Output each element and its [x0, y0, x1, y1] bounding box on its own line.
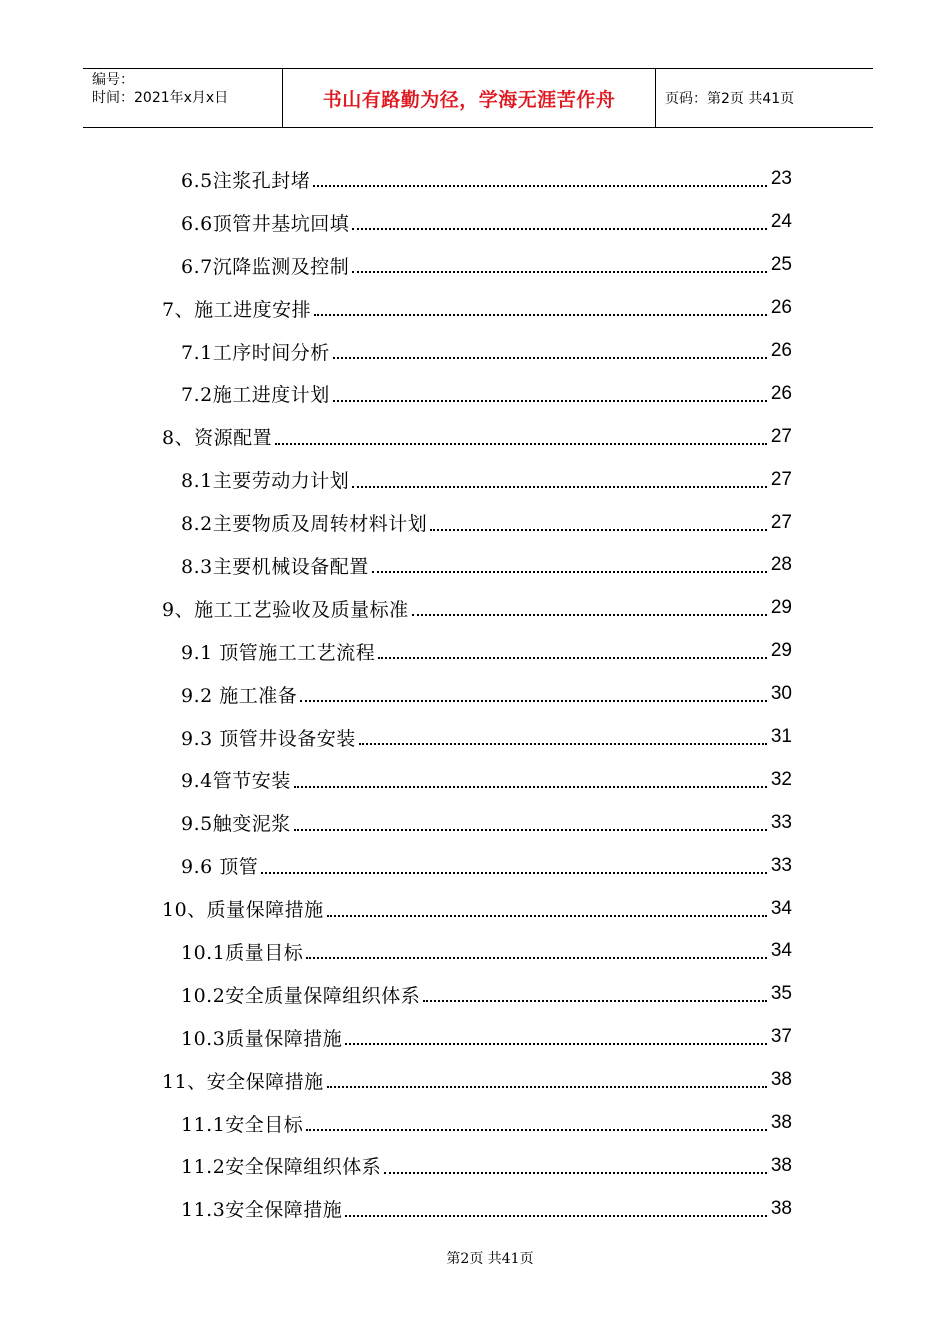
toc-entry-title: 11.2安全保障组织体系	[181, 1156, 382, 1179]
toc-entry-page: 26	[770, 340, 792, 361]
page-header	[83, 68, 873, 128]
toc-entry[interactable]	[0, 330, 950, 373]
toc-entry[interactable]	[0, 415, 950, 458]
toc-entry[interactable]	[0, 287, 950, 330]
toc-entry-title: 9.2 施工准备	[181, 684, 298, 707]
page-footer: 第2页 共41页	[446, 1251, 534, 1267]
toc-leader-dots	[412, 614, 767, 616]
toc-entry-page: 27	[770, 511, 792, 533]
toc-entry[interactable]	[0, 1016, 950, 1059]
header-motto: 书山有路勤为径，学海无涯苦作舟	[283, 69, 656, 127]
toc-entry-title: 6.7沉降监测及控制	[181, 255, 350, 278]
toc-leader-dots	[378, 657, 767, 659]
toc-leader-dots	[423, 1000, 767, 1002]
toc-leader-dots	[352, 271, 767, 273]
toc-entry[interactable]	[0, 201, 950, 244]
toc-entry-page: 34	[770, 897, 792, 919]
toc-entry-title: 8.3主要机械设备配置	[181, 555, 369, 578]
toc-entry[interactable]	[0, 801, 950, 844]
toc-entry-title: 9.6 顶管	[181, 856, 259, 879]
toc-entry-title: 10、质量保障措施	[162, 899, 324, 922]
header-meta	[83, 69, 283, 127]
header-time: 时间：2021年x月x日	[92, 90, 229, 106]
toc-entry[interactable]	[0, 501, 950, 544]
toc-entry[interactable]	[0, 716, 950, 759]
header-page-info: 页码：第2页 共41页	[665, 91, 795, 107]
toc-entry-title: 9、施工工艺验收及质量标准	[162, 598, 409, 621]
toc-entry-page: 32	[770, 768, 792, 790]
toc-entry-title: 10.1质量目标	[181, 941, 304, 964]
toc-entry-title: 7、施工进度安排	[162, 298, 312, 321]
toc-entry[interactable]	[0, 1144, 950, 1187]
toc-entry-title: 9.5触变泥浆	[181, 813, 291, 836]
toc-leader-dots	[314, 314, 767, 316]
toc-leader-dots	[352, 486, 767, 488]
table-of-contents	[0, 158, 950, 1230]
toc-leader-dots	[327, 1086, 767, 1088]
toc-entry-page: 30	[770, 683, 792, 705]
toc-entry[interactable]	[0, 844, 950, 887]
toc-entry[interactable]	[0, 244, 950, 287]
toc-entry[interactable]	[0, 1187, 950, 1230]
toc-leader-dots	[313, 185, 767, 187]
toc-entry-page: 38	[770, 1069, 792, 1091]
toc-leader-dots	[372, 571, 767, 573]
toc-entry-title: 9.1 顶管施工工艺流程	[181, 641, 376, 664]
toc-leader-dots	[333, 357, 767, 359]
toc-leader-dots	[384, 1172, 767, 1174]
header-number: 编号：	[92, 72, 134, 88]
toc-entry-title: 9.3 顶管井设备安装	[181, 727, 356, 750]
toc-entry-title: 7.1工序时间分析	[181, 341, 330, 364]
toc-entry-page: 29	[770, 597, 792, 619]
toc-entry-page: 38	[770, 1112, 792, 1134]
toc-entry[interactable]	[0, 930, 950, 973]
toc-entry[interactable]	[0, 587, 950, 630]
toc-entry-page: 27	[770, 425, 792, 447]
toc-leader-dots	[261, 872, 767, 874]
toc-entry-title: 9.4管节安装	[181, 770, 291, 793]
toc-leader-dots	[345, 1043, 767, 1045]
toc-entry-page: 38	[770, 1197, 792, 1219]
toc-entry-title: 7.2施工进度计划	[181, 384, 330, 407]
toc-entry-page: 33	[770, 811, 792, 833]
toc-leader-dots	[294, 829, 767, 831]
toc-leader-dots	[306, 1129, 767, 1131]
toc-leader-dots	[352, 228, 767, 230]
toc-leader-dots	[294, 786, 767, 788]
toc-entry-page: 26	[770, 297, 792, 319]
toc-entry-page: 37	[770, 1026, 792, 1048]
toc-leader-dots	[345, 1215, 767, 1217]
toc-entry[interactable]	[0, 630, 950, 673]
toc-entry-title: 10.3质量保障措施	[181, 1027, 343, 1050]
toc-entry-page: 31	[770, 726, 792, 748]
toc-leader-dots	[430, 529, 767, 531]
toc-leader-dots	[333, 400, 767, 402]
toc-entry[interactable]	[0, 887, 950, 930]
toc-entry-title: 8.1主要劳动力计划	[181, 470, 350, 493]
toc-entry-page: 23	[770, 168, 792, 190]
toc-entry-page: 27	[770, 468, 792, 490]
toc-entry-page: 28	[770, 554, 792, 576]
toc-entry[interactable]	[0, 673, 950, 716]
toc-leader-dots	[275, 443, 767, 445]
toc-entry-page: 34	[770, 940, 792, 962]
toc-entry[interactable]	[0, 973, 950, 1016]
toc-entry-title: 8、资源配置	[162, 427, 273, 450]
toc-entry-page: 38	[770, 1154, 792, 1176]
toc-entry[interactable]	[0, 544, 950, 587]
toc-entry[interactable]	[0, 758, 950, 801]
toc-entry[interactable]	[0, 458, 950, 501]
toc-entry-title: 11、安全保障措施	[162, 1070, 324, 1093]
toc-entry[interactable]	[0, 1059, 950, 1102]
toc-entry-page: 24	[770, 211, 792, 233]
toc-leader-dots	[306, 957, 767, 959]
toc-entry-title: 6.6顶管井基坑回填	[181, 212, 350, 235]
toc-entry-page: 33	[770, 854, 792, 876]
toc-entry-page: 35	[770, 983, 792, 1005]
toc-entry-title: 6.5注浆孔封堵	[181, 169, 311, 192]
toc-entry-title: 10.2安全质量保障组织体系	[181, 984, 421, 1007]
toc-entry-page: 29	[770, 640, 792, 662]
toc-entry-title: 8.2主要物质及周转材料计划	[181, 513, 428, 536]
toc-entry[interactable]	[0, 372, 950, 415]
toc-entry-page: 26	[770, 382, 792, 404]
toc-leader-dots	[327, 915, 767, 917]
toc-leader-dots	[300, 700, 767, 702]
toc-entry-title: 11.1安全目标	[181, 1113, 304, 1136]
toc-leader-dots	[359, 743, 767, 745]
toc-entry-page: 25	[770, 254, 792, 276]
toc-entry-title: 11.3安全保障措施	[181, 1199, 343, 1222]
toc-entry[interactable]	[0, 158, 950, 201]
toc-entry[interactable]	[0, 1102, 950, 1145]
